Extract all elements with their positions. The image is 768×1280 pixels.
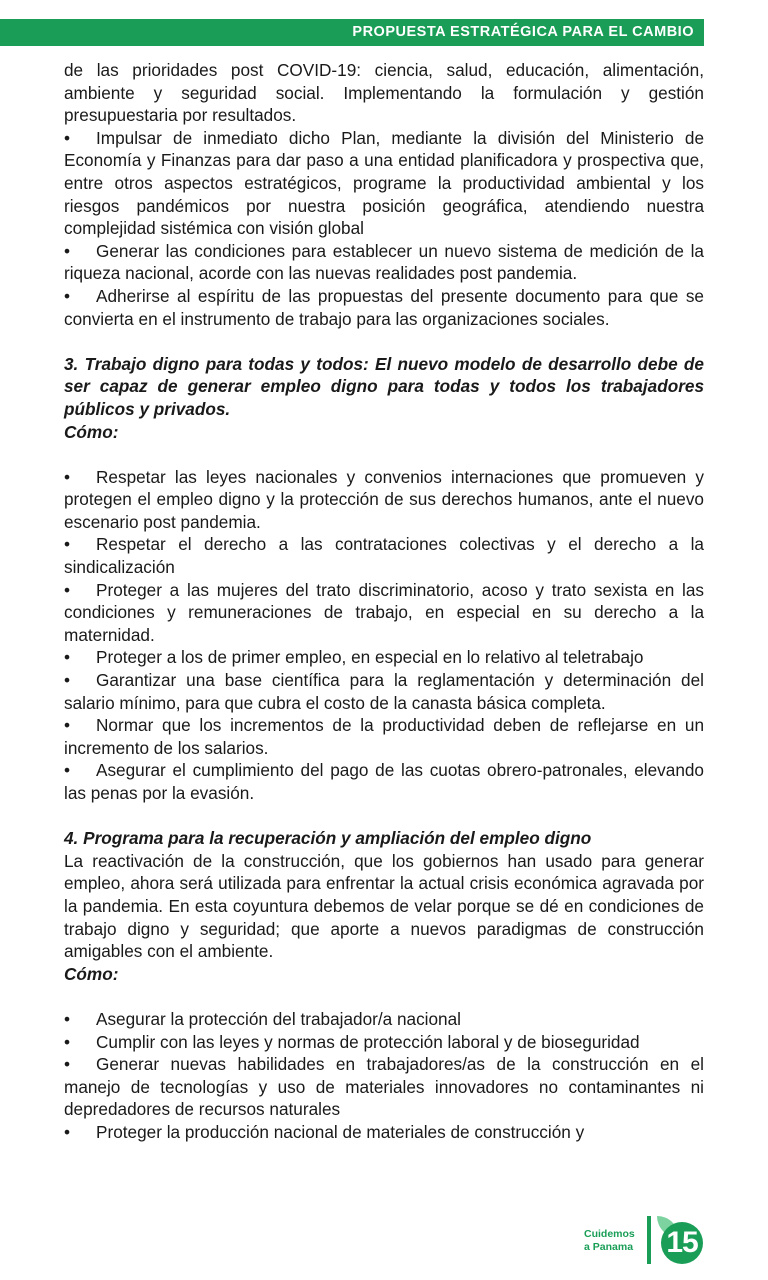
list-item: • Respetar las leyes nacionales y convenios internaciones que promueven y protegen el empleo digno y la protección de sus derechos humanos, ante el nuevo escenario post pandemia.	[64, 466, 704, 532]
bullet-icon: •	[64, 240, 71, 261]
bullet-icon: •	[64, 127, 71, 148]
list-item: • Generar las condiciones para establecer un nuevo sistema de medición de la riqueza nacional, acorde con las nuevas realidades post pandemia.	[64, 240, 704, 284]
brand-line-1: Cuidemos	[584, 1228, 635, 1240]
header-title: PROPUESTA ESTRATÉGICA PARA EL CAMBIO	[352, 24, 694, 40]
section-4-como: Cómo:	[64, 963, 119, 984]
bullet-icon: •	[64, 715, 71, 736]
bullet-icon: •	[64, 579, 71, 600]
list-item: • Adherirse al espíritu de las propuestas del presente documento para que se convierta en el instrumento de trabajo para las organizaciones sociales.	[64, 285, 704, 329]
section-3-como: Cómo:	[64, 421, 119, 442]
bullet-icon: •	[64, 647, 71, 668]
list-item: • Proteger a las mujeres del trato discriminatorio, acoso y trato sexista en las condiciones y remuneraciones de trabajo, en especial en su derecho a la maternidad.	[64, 579, 704, 645]
bullet-icon: •	[64, 1121, 71, 1142]
footer-divider	[647, 1216, 651, 1264]
list-item: • Garantizar una base científica para la reglamentación y determinación del salario mínimo, para que cubra el costo de la canasta básica completa.	[64, 670, 704, 713]
bullet-icon: •	[64, 466, 71, 487]
bullet-icon: •	[64, 760, 71, 781]
list-item: • Proteger a los de primer empleo, en especial en lo relativo al teletrabajo	[64, 647, 644, 668]
list-item: • Asegurar la protección del trabajador/a nacional	[64, 1008, 461, 1029]
intro-paragraph: de las prioridades post COVID-19: ciencia, salud, educación, alimentación, ambiente y seguridad social. Implementando la formulación y gestión presupuestaria por resultados.	[64, 60, 704, 126]
list-item: • Proteger la producción nacional de materiales de construcción y	[64, 1121, 585, 1142]
bullet-icon: •	[64, 670, 71, 691]
section-3-heading: 3. Trabajo digno para todas y todos: El nuevo modelo de desarrollo debe de ser capaz de generar empleo digno para todas y todos los trabajadores públicos y privados.	[64, 353, 704, 419]
bullet-icon: •	[64, 534, 71, 555]
bullet-icon: •	[64, 1031, 71, 1052]
header-bar	[0, 19, 704, 46]
list-item: • Respetar el derecho a las contrataciones colectivas y el derecho a la sindicalización	[64, 534, 704, 578]
section-4-paragraph: La reactivación de la construcción, que los gobiernos han usado para generar empleo, ahora será utilizada para enfrentar la actual crisis económica agravada por la pandemia. En esta coyuntura debemos de velar porque se dé en condiciones de trabajo digno y seguridad; que aporte a nuevos paradigmas de construcción amigables con el ambiente.	[64, 850, 704, 962]
list-item: • Normar que los incrementos de la productividad deben de reflejarse en un incremento de los salarios.	[64, 715, 704, 758]
section-4-heading: 4. Programa para la recuperación y ampliación del empleo digno	[64, 828, 592, 849]
list-item: • Generar nuevas habilidades en trabajadores/as de la construcción en el manejo de tecnologías y uso de materiales innovadores no contaminantes ni depredadores de recursos naturales	[64, 1054, 704, 1120]
bullet-icon: •	[64, 285, 71, 306]
bullet-icon: •	[64, 1008, 71, 1029]
page-number: 15	[661, 1222, 703, 1264]
footer-brand-logo	[584, 1228, 635, 1254]
document-body	[64, 59, 704, 1144]
list-item: • Impulsar de inmediato dicho Plan, mediante la división del Ministerio de Economía y Finanzas para dar paso a una entidad planificadora y prospectiva que, entre otros aspectos estratégicos, programe la productividad ambiental y los riesgos pandémicos por nuestra posición geográfica, atendiendo nuestra complejidad sistémica con visión global	[64, 127, 704, 239]
bullet-icon: •	[64, 1054, 71, 1075]
list-item: • Asegurar el cumplimiento del pago de las cuotas obrero-patronales, elevando las penas por la evasión.	[64, 760, 704, 803]
brand-line-2: a Panama	[584, 1241, 634, 1253]
list-item: • Cumplir con las leyes y normas de protección laboral y de bioseguridad	[64, 1031, 640, 1052]
